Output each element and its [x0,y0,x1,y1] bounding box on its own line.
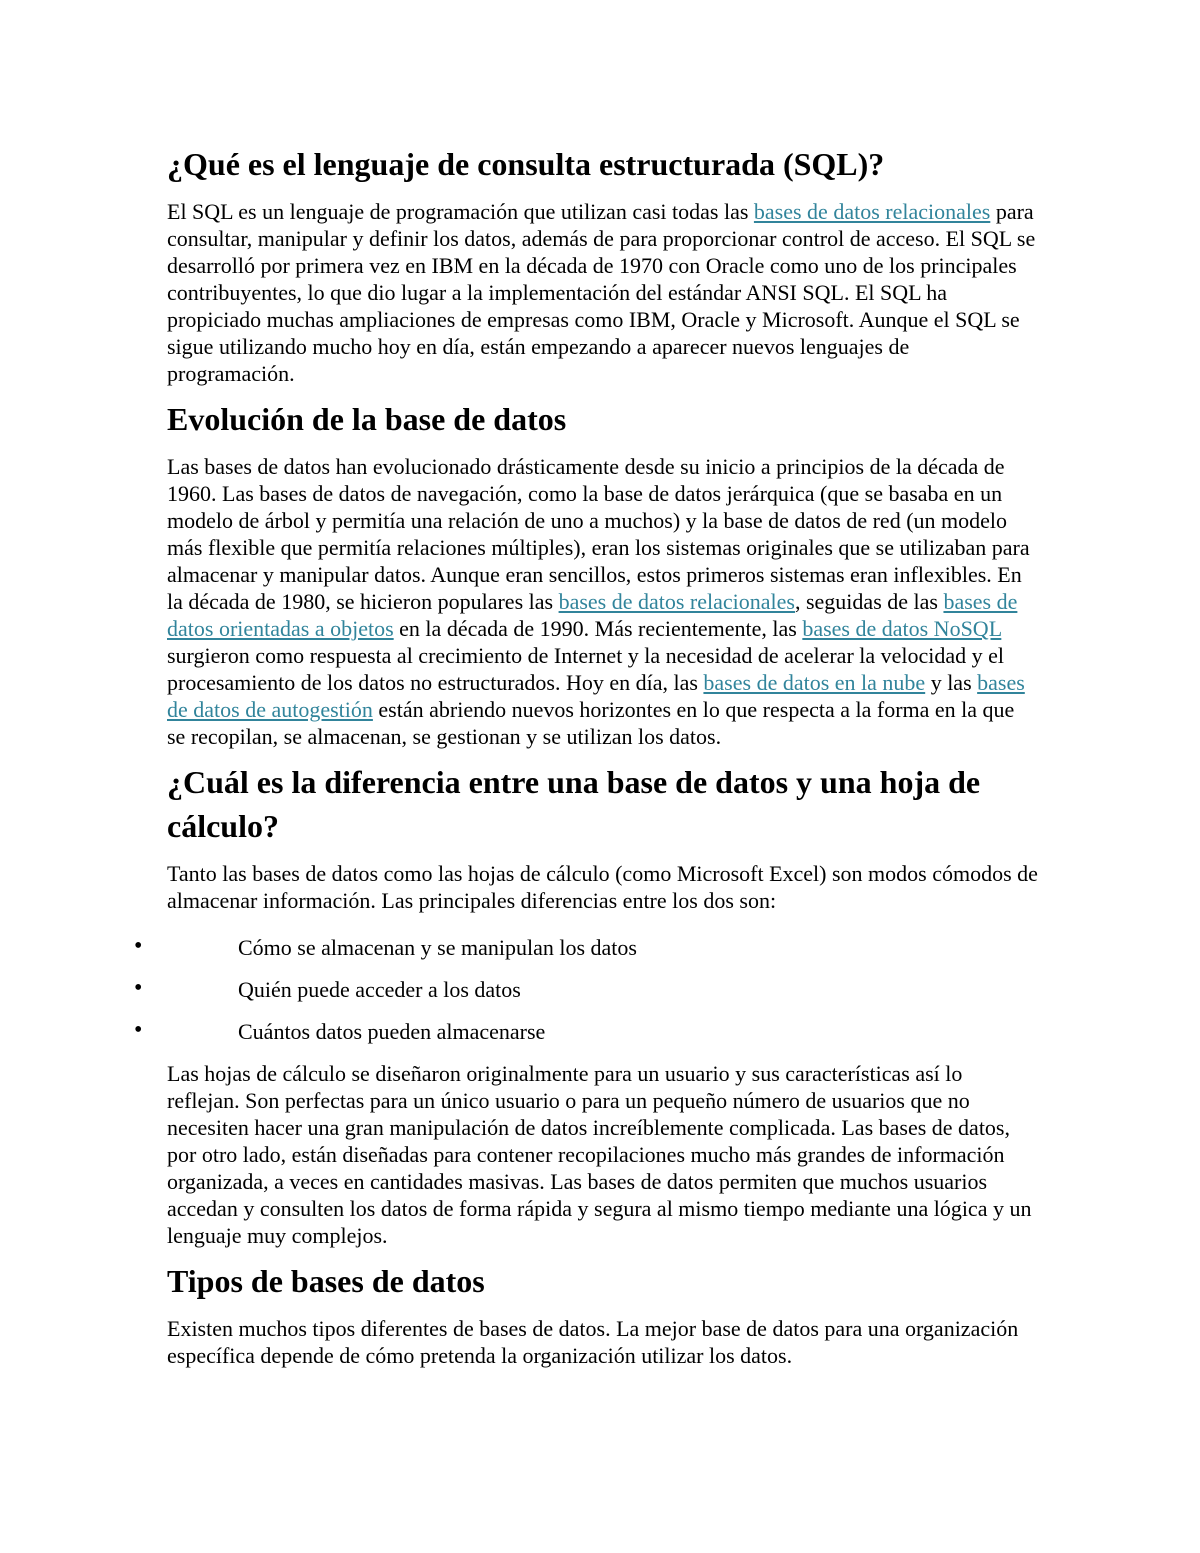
text-link[interactable]: bases de datos orientadas a objetos [167,589,1018,642]
text-run: Las hojas de cálculo se diseñaron originalmente para un usuario y sus características así lo reflejan. Son perfectas para un único usuario o para un pequeño número de usuarios que no necesiten hacer una gran manipulación de datos increíblemente complicada. Las bases de datos, por otro lado, están diseñadas para contener recopilaciones mucho más grandes de información organizada, a veces en cantidades masivas. Las bases de datos permiten que muchos usuarios accedan y consulten los datos de forma rápida y segura al mismo tiempo mediante una lógica y un lenguaje muy complejos. [167,1060,1032,1248]
heading-what-is-sql: ¿Qué es el lenguaje de consulta estructurada (SQL)? [167,146,885,182]
list-item: • Cómo se almacenan y se manipulan los datos [167,934,1038,961]
list-item: • Cuántos datos pueden almacenarse [167,1018,1038,1045]
text-run: para consultar, manipular y definir los datos, además de para proporcionar control de acceso. El SQL se desarrolló por primera vez en IBM en la década de 1970 con Oracle como uno de los principales contribuyentes, lo que dio lugar a la implementación del estándar ANSI SQL. El SQL ha propiciado muchas ampliaciones de empresas como IBM, Oracle y Microsoft. Aunque el SQL se sigue utilizando mucho hoy en día, están empezando a aparecer nuevos lenguajes de programación. [167,199,1036,387]
text-link[interactable]: bases de datos relacionales [753,199,991,225]
text-run: Existen muchos tipos diferentes de bases de datos. La mejor base de datos para una organización específica depende de cómo pretenda la organización utilizar los datos. [167,1315,1019,1368]
paragraph-difference-intro [167,860,1038,914]
paragraph-difference-body [167,1060,1038,1249]
paragraph-sql-intro [167,198,1038,387]
text-link[interactable]: bases de datos NoSQL [802,616,1002,642]
text-link[interactable]: bases de datos relacionales [558,589,795,615]
heading-database-evolution: Evolución de la base de datos [167,401,567,438]
heading-database-vs-spreadsheet: ¿Cuál es la diferencia entre una base de datos y una hoja de cálculo? [167,764,981,844]
text-run: y las [925,670,978,696]
text-run: en la década de 1990. Más recientemente, las [393,616,803,642]
text-run: El SQL es un lenguaje de programación que utilizan casi todas las [167,199,754,225]
text-run: , seguidas de las [794,589,944,615]
text-run: Tanto las bases de datos como las hojas de cálculo (como Microsoft Excel) son modos cómodos de almacenar información. Las principales diferencias entre los dos son: [167,860,1038,913]
text-link[interactable]: bases de datos en la nube [703,670,926,696]
heading-database-types: Tipos de bases de datos [167,1262,485,1299]
text-run: surgieron como respuesta al crecimiento de Internet y la necesidad de acelerar la velocidad y el procesamiento de los datos no estructurados. Hoy en día, las [167,643,1005,696]
paragraph-database-types [167,1315,1038,1369]
differences-list [167,934,1038,1045]
text-run: Las bases de datos han evolucionado drásticamente desde su inicio a principios de la década de 1960. Las bases de datos de navegación, como la base de datos jerárquica (que se basaba en un modelo de árbol y permitía una relación de uno a muchos) y la base de datos de red (un modelo más flexible que permitía relaciones múltiples), eran los sistemas originales que se utilizaban para almacenar y manipular datos. Aunque eran sencillos, estos primeros sistemas eran inflexibles. En la década de 1980, se hicieron populares las [167,454,1030,615]
text-run: están abriendo nuevos horizontes en lo que respecta a la forma en la que se recopilan, se almacenan, se gestionan y se utilizan los datos. [167,697,1015,750]
text-link[interactable]: bases de datos de autogestión [167,670,1025,723]
paragraph-database-evolution [167,453,1038,750]
list-item: • Quién puede acceder a los datos [167,976,1038,1003]
